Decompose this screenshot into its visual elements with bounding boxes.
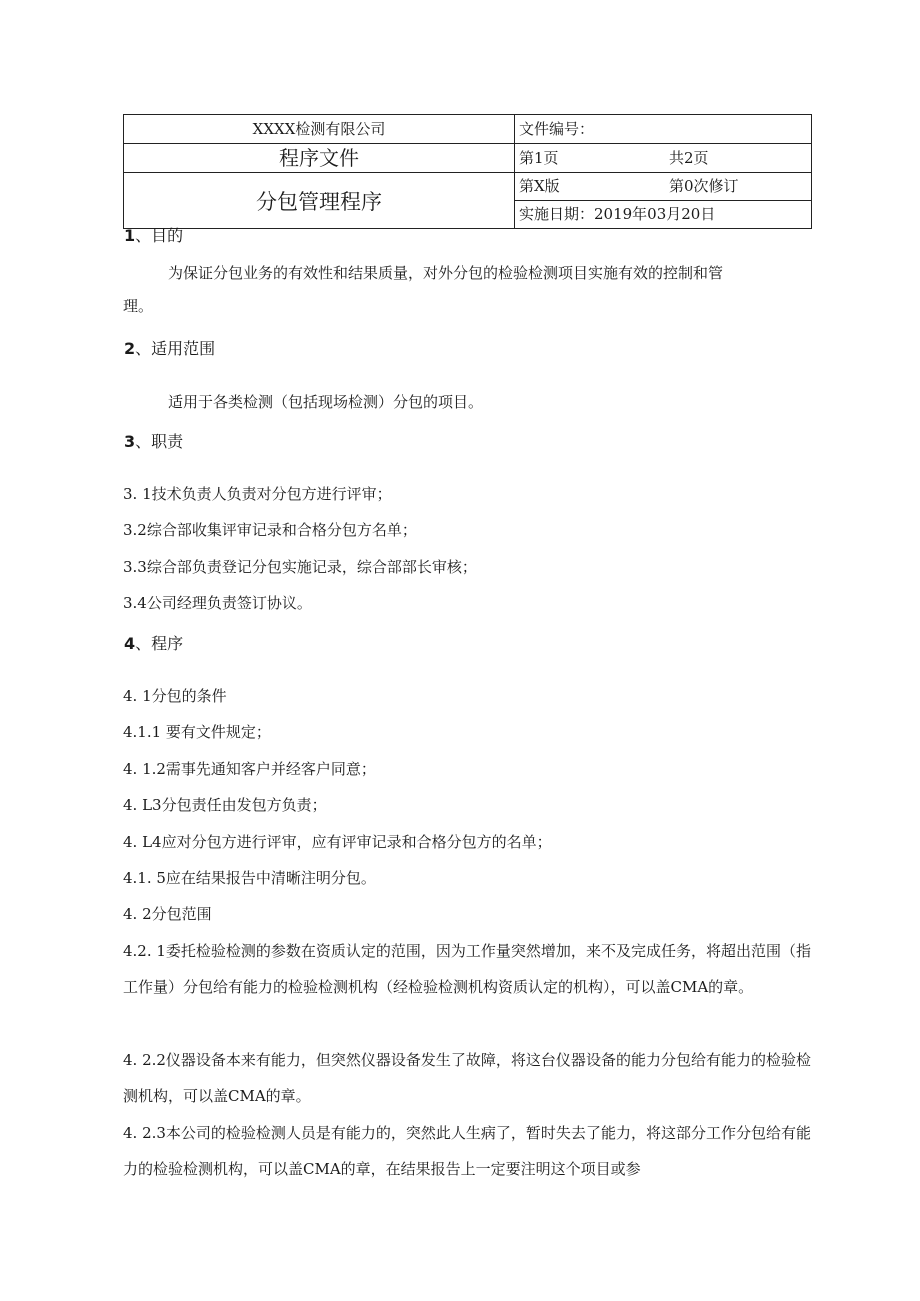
document-title: 分包管理程序	[124, 173, 515, 229]
section-3-item: 3. 1技术负责人负责对分包方进行评审；	[123, 485, 392, 503]
section-4-item: 4. 2分包范围	[123, 905, 212, 923]
section-4-item: 4. L4应对分包方进行评审，应有评审记录和合格分包方的名单；	[123, 833, 552, 851]
edition-info	[515, 173, 812, 201]
file-number-label: 文件编号：	[515, 115, 812, 144]
section-4-item: 4. 1.2需事先通知客户并经客户同意；	[123, 760, 376, 778]
section-4-paragraph-2: 4. 2.2仪器设备本来有能力，但突然仪器设备发生了故障，将这台仪器设备的能力分包给有能力的检验检测机构，可以盖CMA的章。	[123, 1051, 811, 1105]
section-1-heading	[124, 226, 920, 246]
section-4-title: 、程序	[135, 634, 184, 653]
document-type: 程序文件	[124, 144, 515, 173]
section-4-item: 4. 1分包的条件	[123, 687, 227, 705]
section-2-heading	[124, 339, 920, 359]
section-1-title: 、目的	[135, 226, 184, 245]
header-table	[123, 114, 812, 229]
section-1-line-2: 理。	[123, 297, 154, 315]
page-info	[515, 144, 812, 173]
section-3-title: 、职责	[135, 432, 184, 451]
revision: 第0次修订	[669, 177, 739, 195]
section-1-line-1: 为保证分包业务的有效性和结果质量，对外分包的检验检测项目实施有效的控制和管	[168, 264, 724, 282]
section-4-paragraph-3: 4. 2.3本公司的检验检测人员是有能力的，突然此人生病了，暂时失去了能力，将这部分工作分包给有能力的检验检测机构，可以盖CMA的章，在结果报告上一定要注明这个项目或参	[123, 1124, 811, 1178]
section-2-text: 适用于各类检测（包括现场检测）分包的项目。	[168, 393, 484, 411]
section-4-item: 4. L3分包责任由发包方负责；	[123, 796, 327, 814]
section-3-item: 3.2综合部收集评审记录和合格分包方名单；	[123, 521, 417, 539]
section-3-item: 3.4公司经理负责签订协议。	[123, 594, 312, 612]
section-4-heading	[124, 634, 920, 654]
section-3-number: 3	[124, 432, 136, 451]
section-2-number: 2	[124, 339, 136, 358]
section-3-item: 3.3综合部负责登记分包实施记录，综合部部长审核；	[123, 558, 477, 576]
section-4-paragraph-1: 4.2. 1委托检验检测的参数在资质认定的范围，因为工作量突然增加，来不及完成任务，将超出范围（指工作量）分包给有能力的检验检测机构（经检验检测机构资质认定的机构），可以盖CMA的章。	[123, 942, 811, 996]
section-4-number: 4	[124, 634, 136, 653]
company-name: XXXX检测有限公司	[124, 115, 515, 144]
section-4-item: 4.1.1 要有文件规定；	[123, 723, 271, 741]
page-number: 第1页	[519, 148, 559, 167]
effective-date: 实施日期：2019年03月20日	[515, 201, 812, 229]
section-1-number: 1	[124, 226, 136, 245]
section-4-item: 4.1. 5应在结果报告中清晰注明分包。	[123, 869, 376, 887]
section-3-heading	[124, 432, 920, 452]
total-pages: 共2页	[669, 148, 709, 167]
edition: 第X版	[519, 177, 560, 195]
section-2-title: 、适用范围	[135, 339, 216, 358]
